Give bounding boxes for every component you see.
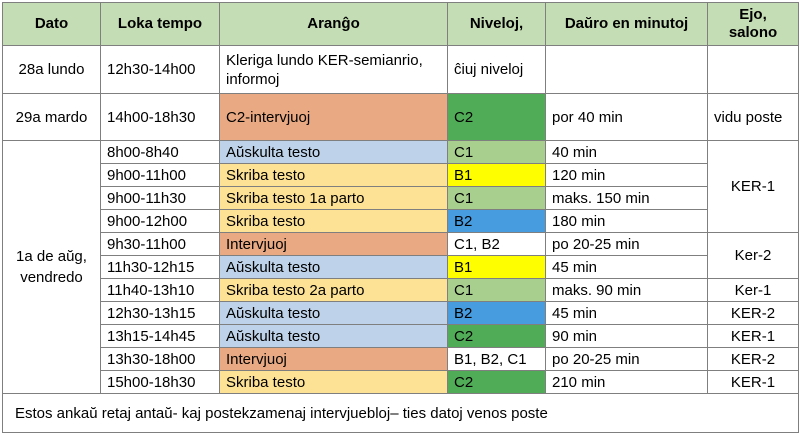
table-row <box>3 164 799 187</box>
time-cell: 8h00-8h40 <box>101 141 220 164</box>
time-cell: 9h00-12h00 <box>101 210 220 233</box>
event-cell: C2-intervjuoj <box>220 94 448 141</box>
time-cell: 15h00-18h30 <box>101 371 220 394</box>
event-cell: Skriba testo 1a parto <box>220 187 448 210</box>
duration-cell: 45 min <box>546 256 708 279</box>
header-row <box>3 3 799 46</box>
date-cell: 29a mardo <box>3 94 101 141</box>
time-cell: 9h00-11h30 <box>101 187 220 210</box>
table-row <box>3 348 799 371</box>
level-cell: C2 <box>448 325 546 348</box>
duration-cell: po 20-25 min <box>546 348 708 371</box>
time-cell: 11h40-13h10 <box>101 279 220 302</box>
table-row <box>3 233 799 256</box>
date-cell: 28a lundo <box>3 46 101 94</box>
date-cell: 1a de aŭg, vendredo <box>3 141 101 394</box>
event-cell: Skriba testo 2a parto <box>220 279 448 302</box>
room-cell: KER-1 <box>708 325 799 348</box>
duration-cell: 40 min <box>546 141 708 164</box>
schedule-table <box>2 2 799 433</box>
duration-cell: po 20-25 min <box>546 233 708 256</box>
room-cell <box>708 46 799 94</box>
room-cell: KER-1 <box>708 141 799 233</box>
level-cell: B2 <box>448 210 546 233</box>
time-cell: 13h15-14h45 <box>101 325 220 348</box>
event-cell: Skriba testo <box>220 210 448 233</box>
room-cell: KER-2 <box>708 302 799 325</box>
table-row <box>3 141 799 164</box>
event-cell: Aŭskulta testo <box>220 256 448 279</box>
event-cell: Skriba testo <box>220 371 448 394</box>
room-cell: KER-2 <box>708 348 799 371</box>
footer-row <box>3 394 799 433</box>
level-cell: B2 <box>448 302 546 325</box>
level-cell: C1, B2 <box>448 233 546 256</box>
event-cell: Skriba testo <box>220 164 448 187</box>
duration-cell: por 40 min <box>546 94 708 141</box>
event-cell: Kleriga lundo KER-semianrio, informoj <box>220 46 448 94</box>
time-cell: 12h30-14h00 <box>101 46 220 94</box>
duration-cell: maks. 90 min <box>546 279 708 302</box>
level-cell: C1 <box>448 141 546 164</box>
level-cell: C2 <box>448 94 546 141</box>
table-row <box>3 210 799 233</box>
header-duration: Daŭro en minutoj <box>546 3 708 46</box>
level-cell: ĉiuj niveloj <box>448 46 546 94</box>
table-row <box>3 302 799 325</box>
table-row <box>3 46 799 94</box>
level-cell: B1 <box>448 256 546 279</box>
duration-cell: 45 min <box>546 302 708 325</box>
header-date: Dato <box>3 3 101 46</box>
header-level: Niveloj, <box>448 3 546 46</box>
room-cell: vidu poste <box>708 94 799 141</box>
header-room: Ejo, salono <box>708 3 799 46</box>
duration-cell: maks. 150 min <box>546 187 708 210</box>
footer-note: Estos ankaŭ retaj antaŭ- kaj postekzamenaj intervjuebloj– ties datoj venos poste <box>3 394 799 433</box>
table-row <box>3 371 799 394</box>
event-cell: Aŭskulta testo <box>220 325 448 348</box>
table-row <box>3 256 799 279</box>
duration-cell: 180 min <box>546 210 708 233</box>
room-cell: KER-1 <box>708 371 799 394</box>
event-cell: Aŭskulta testo <box>220 141 448 164</box>
room-cell: Ker-1 <box>708 279 799 302</box>
duration-cell: 210 min <box>546 371 708 394</box>
header-time: Loka tempo <box>101 3 220 46</box>
level-cell: B1, B2, C1 <box>448 348 546 371</box>
level-cell: C2 <box>448 371 546 394</box>
table-row <box>3 187 799 210</box>
table-row <box>3 279 799 302</box>
time-cell: 9h30-11h00 <box>101 233 220 256</box>
time-cell: 14h00-18h30 <box>101 94 220 141</box>
duration-cell: 120 min <box>546 164 708 187</box>
duration-cell <box>546 46 708 94</box>
duration-cell: 90 min <box>546 325 708 348</box>
table-row <box>3 325 799 348</box>
level-cell: C1 <box>448 187 546 210</box>
event-cell: Aŭskulta testo <box>220 302 448 325</box>
room-cell: Ker-2 <box>708 233 799 279</box>
table-row <box>3 94 799 141</box>
event-cell: Intervjuoj <box>220 348 448 371</box>
time-cell: 9h00-11h00 <box>101 164 220 187</box>
header-event: Aranĝo <box>220 3 448 46</box>
level-cell: C1 <box>448 279 546 302</box>
level-cell: B1 <box>448 164 546 187</box>
time-cell: 12h30-13h15 <box>101 302 220 325</box>
time-cell: 13h30-18h00 <box>101 348 220 371</box>
time-cell: 11h30-12h15 <box>101 256 220 279</box>
event-cell: Intervjuoj <box>220 233 448 256</box>
